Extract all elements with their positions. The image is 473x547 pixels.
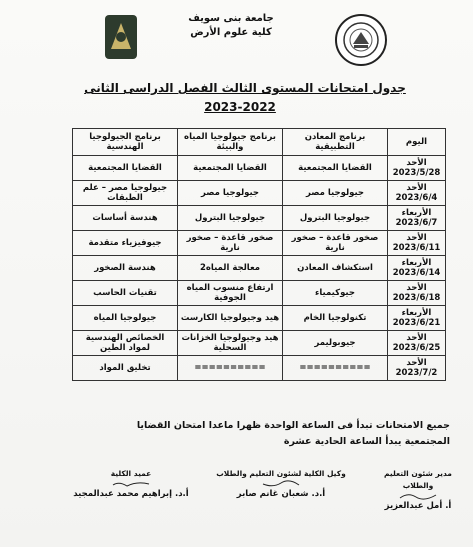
exam-subject-cell: ========== xyxy=(283,356,388,381)
exam-subject-cell: ارتفاع منسوب المياه الجوفية xyxy=(178,281,283,306)
day-cell: الأربعاء 2023/6/14 xyxy=(388,256,446,281)
institution-header xyxy=(176,12,286,40)
table-row xyxy=(73,181,446,206)
exam-subject-cell: هندسة أساسات xyxy=(73,206,178,231)
day-cell: الأحد 2023/7/2 xyxy=(388,356,446,381)
day-cell: الأحد 2023/6/4 xyxy=(388,181,446,206)
exam-subject-cell: القضايا المجتمعية xyxy=(73,156,178,181)
exam-subject-cell: تكنولوجيا الخام xyxy=(283,306,388,331)
signature-affairs-manager xyxy=(372,468,464,512)
handwritten-signature-icon xyxy=(398,492,438,500)
exam-subject-cell: جيوفيزياء متقدمة xyxy=(73,231,178,256)
signature-role: مدير شئون التعليم والطلاب xyxy=(384,469,452,490)
table-row xyxy=(73,306,446,331)
day-cell: الأحد 2023/6/25 xyxy=(388,331,446,356)
exam-subject-cell: صخور قاعدة – صخور نارية xyxy=(178,231,283,256)
signature-name: أ. أمل عبدالعزيز xyxy=(384,501,452,511)
exam-schedule-table xyxy=(72,128,446,381)
exam-subject-cell: هيد وجيولوجيا الكارست xyxy=(178,306,283,331)
day-cell: الأحد 2023/6/18 xyxy=(388,281,446,306)
day-cell: الأحد 2023/5/28 xyxy=(388,156,446,181)
exam-time-note xyxy=(50,418,450,450)
note-line-1: جميع الامتحانات تبدأ فى الساعة الواحدة ظهرا ماعدا امتحان القضايا xyxy=(136,420,450,431)
column-header-program: برنامج الجيولوجيا الهندسية xyxy=(73,129,178,156)
column-header-day: اليوم xyxy=(388,129,446,156)
signature-dean xyxy=(66,468,196,500)
exam-subject-cell: جيوبوليمر xyxy=(283,331,388,356)
signature-role: عميد الكلية xyxy=(110,469,152,478)
exam-subject-cell: جيولوجيا المياه xyxy=(73,306,178,331)
table-row xyxy=(73,281,446,306)
university-seal-icon xyxy=(335,14,387,66)
exam-subject-cell: هيد وجيولوجيا الخزانات السحلية xyxy=(178,331,283,356)
table-row xyxy=(73,206,446,231)
table-row xyxy=(73,356,446,381)
column-header-program: برنامج المعادن التطبيقية xyxy=(283,129,388,156)
note-line-2: المجتمعية يبدأ الساعة الحادية عشرة xyxy=(283,436,450,447)
page-title: جدول امتحانات المستوى الثالث الفصل الدراسى الثانى xyxy=(84,81,406,95)
exam-subject-cell: معالجة المياه2 xyxy=(178,256,283,281)
exam-subject-cell: جيولوجيا مصر xyxy=(178,181,283,206)
exam-subject-cell: هندسة الصخور xyxy=(73,256,178,281)
academic-year: 2023-2022 xyxy=(204,100,276,114)
exam-subject-cell: جيولوجيا البترول xyxy=(283,206,388,231)
exam-subject-cell: ========== xyxy=(178,356,283,381)
day-cell: الأربعاء 2023/6/7 xyxy=(388,206,446,231)
table-header-row xyxy=(73,129,446,156)
table-row xyxy=(73,331,446,356)
exam-subject-cell: صخور قاعدة – صخور نارية xyxy=(283,231,388,256)
signature-name: أ.د. شعبان غانم صابر xyxy=(236,489,326,499)
exam-subject-cell: جيولوجيا مصر – علم الطبقات xyxy=(73,181,178,206)
table-row xyxy=(73,156,446,181)
exam-subject-cell: القضايا المجتمعية xyxy=(283,156,388,181)
university-name: جامعة بنى سويف xyxy=(188,13,274,24)
day-cell: الأحد 2023/6/11 xyxy=(388,231,446,256)
signature-role: وكيل الكلية لشئون التعليم والطلاب xyxy=(216,469,346,478)
signature-name: أ.د. إبراهيم محمد عبدالمجيد xyxy=(73,489,189,499)
signature-vice-dean xyxy=(206,468,356,500)
column-header-program: برنامج جيولوجيا المياه والبيئة xyxy=(178,129,283,156)
table-row xyxy=(73,256,446,281)
handwritten-signature-icon xyxy=(111,480,151,488)
handwritten-signature-icon xyxy=(261,480,301,488)
faculty-emblem-icon xyxy=(100,12,142,62)
day-cell: الأربعاء 2023/6/21 xyxy=(388,306,446,331)
exam-subject-cell: تقنيات الحاسب xyxy=(73,281,178,306)
faculty-name: كلية علوم الأرض xyxy=(190,27,272,38)
exam-subject-cell: جيوكيمياء xyxy=(283,281,388,306)
exam-subject-cell: جيولوجيا البترول xyxy=(178,206,283,231)
table-row xyxy=(73,231,446,256)
exam-subject-cell: استكشاف المعادن xyxy=(283,256,388,281)
exam-subject-cell: تخليق المواد xyxy=(73,356,178,381)
exam-subject-cell: الخصائص الهندسية لمواد الطين xyxy=(73,331,178,356)
exam-subject-cell: جيولوجيا مصر xyxy=(283,181,388,206)
exam-subject-cell: القضايا المجتمعية xyxy=(178,156,283,181)
